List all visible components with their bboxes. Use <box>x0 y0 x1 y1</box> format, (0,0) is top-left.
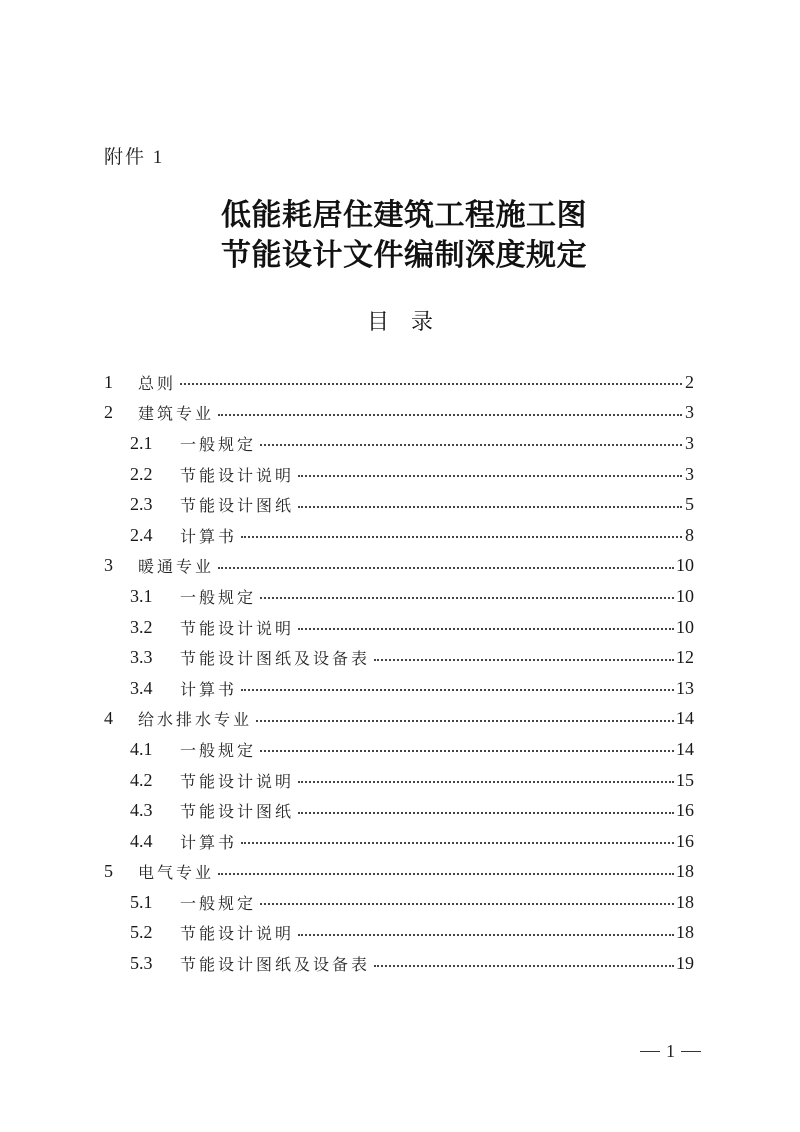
toc-entry[interactable] <box>104 612 694 643</box>
toc-entry-page: 14 <box>676 738 694 759</box>
toc-entry-number: 2.1 <box>130 432 153 453</box>
toc-entry[interactable] <box>104 704 694 735</box>
toc-entry-number: 2.2 <box>130 463 153 484</box>
toc-entry-page: 10 <box>676 555 694 576</box>
toc-entry[interactable] <box>104 948 694 979</box>
toc-entry-page: 14 <box>676 708 694 729</box>
toc-entry-number: 5.1 <box>130 891 153 912</box>
dot-leader <box>241 832 674 850</box>
toc-entry[interactable] <box>104 520 694 551</box>
toc-entry-number: 3 <box>104 555 113 576</box>
toc-entry-label: 节能设计说明 <box>180 924 295 944</box>
toc-entry-page: 13 <box>676 677 694 698</box>
toc-entry-number: 3.3 <box>130 647 153 668</box>
dot-leader <box>180 373 682 391</box>
toc-entry-label: 节能设计图纸 <box>180 496 295 516</box>
dot-leader <box>374 649 674 667</box>
document-title-line-1: 低能耗居住建筑工程施工图 <box>221 199 587 232</box>
toc-entry-label: 暖通专业 <box>138 557 215 577</box>
toc-entry[interactable] <box>104 428 694 459</box>
dot-leader <box>260 587 674 605</box>
toc-entry[interactable] <box>104 673 694 704</box>
toc-entry[interactable] <box>104 857 694 888</box>
attachment-label: 附件 1 <box>104 147 165 168</box>
footer-dash-left <box>640 1051 660 1052</box>
toc-entry-page: 10 <box>676 585 694 606</box>
toc-entry-number: 5.3 <box>130 953 153 974</box>
toc-entry-number: 4.4 <box>130 830 153 851</box>
toc-entry-page: 12 <box>676 647 694 668</box>
toc-entry-label: 节能设计图纸及设备表 <box>180 955 371 975</box>
toc-entry[interactable] <box>104 551 694 582</box>
document-title-line-2: 节能设计文件编制深度规定 <box>221 239 587 272</box>
toc-entry[interactable] <box>104 765 694 796</box>
toc-entry[interactable] <box>104 642 694 673</box>
toc-entry-label: 一般规定 <box>180 740 257 760</box>
dot-leader <box>256 710 674 728</box>
toc-entry-page: 15 <box>676 769 694 790</box>
toc-entry-page: 3 <box>685 463 694 484</box>
toc-entry-label: 节能设计说明 <box>180 618 295 638</box>
toc-entry-page: 2 <box>685 371 694 392</box>
toc-entry-label: 计算书 <box>180 832 238 852</box>
toc-entry-label: 给水排水专业 <box>138 710 253 730</box>
toc-entry-number: 4.2 <box>130 769 153 790</box>
toc-entry[interactable] <box>104 367 694 398</box>
toc-heading: 目录 <box>366 310 455 335</box>
toc-entry-label: 节能设计说明 <box>180 465 295 485</box>
dot-leader <box>260 893 674 911</box>
toc-entry[interactable] <box>104 887 694 918</box>
toc-entry-number: 3.4 <box>130 677 153 698</box>
toc-entry[interactable] <box>104 489 694 520</box>
toc-entry[interactable] <box>104 826 694 857</box>
toc-entry[interactable] <box>104 734 694 765</box>
toc-entry-number: 3.2 <box>130 616 153 637</box>
toc-entry-number: 2.3 <box>130 494 153 515</box>
toc-entry-page: 5 <box>685 494 694 515</box>
toc-entry-label: 节能设计说明 <box>180 771 295 791</box>
toc-entry-label: 计算书 <box>180 526 238 546</box>
dot-leader <box>298 465 682 483</box>
toc-entry-label: 节能设计图纸及设备表 <box>180 649 371 669</box>
toc-entry[interactable] <box>104 918 694 949</box>
toc-entry-label: 计算书 <box>180 679 238 699</box>
dot-leader <box>298 618 674 636</box>
toc-entry-label: 建筑专业 <box>138 404 215 424</box>
toc-entry-number: 1 <box>104 371 113 392</box>
toc-entry-page: 8 <box>685 524 694 545</box>
toc-entry-label: 一般规定 <box>180 587 257 607</box>
toc-entry-number: 4 <box>104 708 113 729</box>
toc-entry-page: 16 <box>676 830 694 851</box>
dot-leader <box>260 434 682 452</box>
table-of-contents <box>104 367 694 979</box>
dot-leader <box>218 404 682 422</box>
toc-entry[interactable] <box>104 795 694 826</box>
toc-entry-page: 18 <box>676 891 694 912</box>
toc-entry-page: 3 <box>685 402 694 423</box>
dot-leader <box>298 496 682 514</box>
toc-entry[interactable] <box>104 398 694 429</box>
toc-entry[interactable] <box>104 581 694 612</box>
dot-leader <box>298 771 674 789</box>
toc-entry-page: 16 <box>676 800 694 821</box>
toc-entry-label: 一般规定 <box>180 434 257 454</box>
dot-leader <box>241 679 674 697</box>
toc-entry-label: 总则 <box>138 373 177 393</box>
dot-leader <box>298 802 674 820</box>
toc-entry-label: 电气专业 <box>138 863 215 883</box>
toc-entry-label: 一般规定 <box>180 893 257 913</box>
dot-leader <box>298 924 674 942</box>
toc-entry-page: 3 <box>685 432 694 453</box>
toc-entry-label: 节能设计图纸 <box>180 802 295 822</box>
dot-leader <box>241 526 682 544</box>
dot-leader <box>374 955 674 973</box>
toc-entry-page: 10 <box>676 616 694 637</box>
toc-entry-number: 4.1 <box>130 738 153 759</box>
page-number-footer <box>640 1041 701 1062</box>
toc-entry-page: 19 <box>676 953 694 974</box>
dot-leader <box>218 863 674 881</box>
toc-entry-number: 5 <box>104 861 113 882</box>
toc-entry[interactable] <box>104 459 694 490</box>
toc-entry-number: 5.2 <box>130 922 153 943</box>
toc-entry-number: 2.4 <box>130 524 153 545</box>
page-number: 1 <box>666 1041 675 1061</box>
footer-dash-right <box>681 1051 701 1052</box>
dot-leader <box>218 557 674 575</box>
toc-entry-number: 4.3 <box>130 800 153 821</box>
toc-entry-number: 2 <box>104 402 113 423</box>
toc-entry-page: 18 <box>676 861 694 882</box>
toc-entry-number: 3.1 <box>130 585 153 606</box>
dot-leader <box>260 740 674 758</box>
toc-entry-page: 18 <box>676 922 694 943</box>
